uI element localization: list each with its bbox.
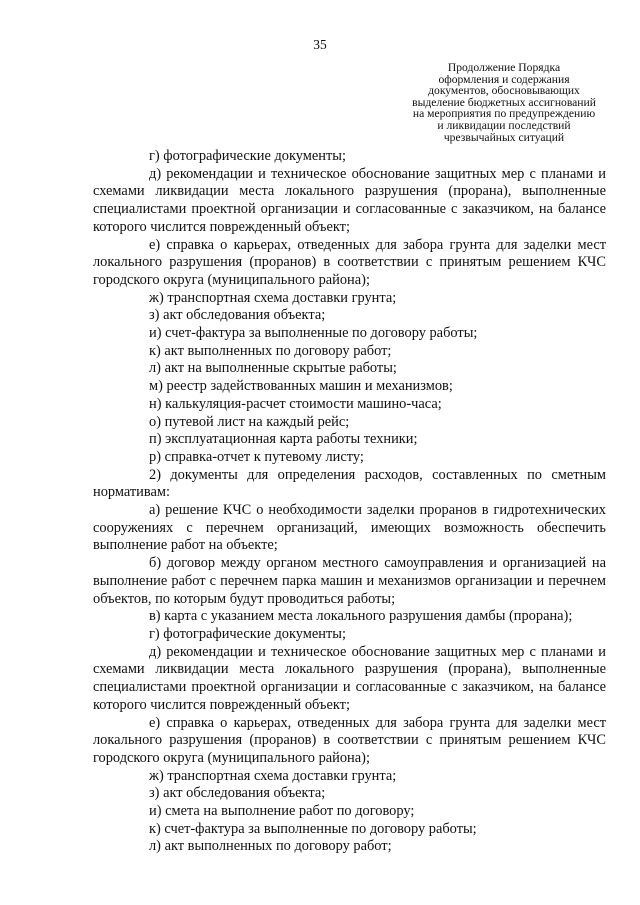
list-item: б) договор между органом местного самоуправления и организацией на выполнение работ с перечнем парка машин и механизмов организации и перечнем объектов, по которым будут проводиться работы;	[93, 555, 606, 607]
list-item: в) карта с указанием места локального разрушения дамбы (прорана);	[149, 608, 573, 625]
list-item: к) акт выполненных по договору работ;	[149, 342, 392, 359]
header-line: на мероприятия по предупреждению	[412, 107, 596, 121]
document-header	[392, 62, 616, 143]
header-line: Продолжение Порядка	[447, 61, 561, 74]
list-item: а) решение КЧС о необходимости заделки проранов в гидротехнических сооружениях с перечнем организаций, имеющих возможность обеспечить выполнение работ на объекте;	[93, 502, 606, 554]
list-item: е) справка о карьерах, отведенных для забора грунта для заделки мест локального разрушения (проранов) в соответствии с принятым решением КЧС городского округа (муниципального района);	[93, 236, 606, 288]
list-item: з) акт обследования объекта;	[149, 785, 326, 802]
section-item: 2) документы для определения расходов, составленных по сметным нормативам:	[93, 466, 606, 501]
list-item: з) акт обследования объекта;	[149, 307, 326, 324]
document-body	[93, 148, 606, 856]
header-line: чрезвычайных ситуаций	[443, 130, 565, 144]
list-item: г) фотографические документы;	[149, 625, 346, 642]
list-item: ж) транспортная схема доставки грунта;	[149, 289, 397, 306]
list-item: г) фотографические документы;	[149, 148, 346, 164]
list-item: п) эксплуатационная карта работы техники;	[149, 431, 418, 448]
header-line: выделение бюджетных ассигнований	[412, 95, 596, 109]
list-item: д) рекомендации и техническое обоснование защитных мер с планами и схемами ликвидации места локального разрушения (прорана), выполненные специалистами проектной организации и согласованные с заказчиком, на балансе которого числится поврежденный объект;	[93, 165, 606, 235]
list-item: м) реестр задействованных машин и механизмов;	[149, 378, 453, 395]
list-item: о) путевой лист на каждый рейс;	[149, 413, 350, 430]
header-line: документов, обосновывающих	[428, 84, 580, 98]
page-number: 35	[313, 37, 327, 52]
list-item: л) акт выполненных по договору работ;	[149, 838, 392, 855]
list-item: н) калькуляция-расчет стоимости машино-часа;	[149, 395, 442, 412]
list-item: к) счет-фактура за выполненные по договору работы;	[149, 820, 477, 837]
list-item: л) акт на выполненные скрытые работы;	[149, 360, 397, 377]
list-item: и) смета на выполнение работ по договору;	[149, 803, 415, 820]
list-item: и) счет-фактура за выполненные по договору работы;	[149, 325, 478, 342]
list-item: д) рекомендации и техническое обоснование защитных мер с планами и схемами ликвидации места локального разрушения (прорана), выполненные специалистами проектной организации и согласованные с заказчиком, на балансе которого числится поврежденный объект;	[93, 643, 606, 713]
list-item: р) справка-отчет к путевому листу;	[149, 448, 364, 465]
header-line: оформления и содержания	[438, 72, 570, 86]
list-item: ж) транспортная схема доставки грунта;	[149, 767, 397, 784]
header-line: и ликвидации последствий	[437, 118, 571, 132]
list-item: е) справка о карьерах, отведенных для забора грунта для заделки мест локального разрушения (проранов) в соответствии с принятым решением КЧС городского округа (муниципального района);	[93, 714, 606, 766]
